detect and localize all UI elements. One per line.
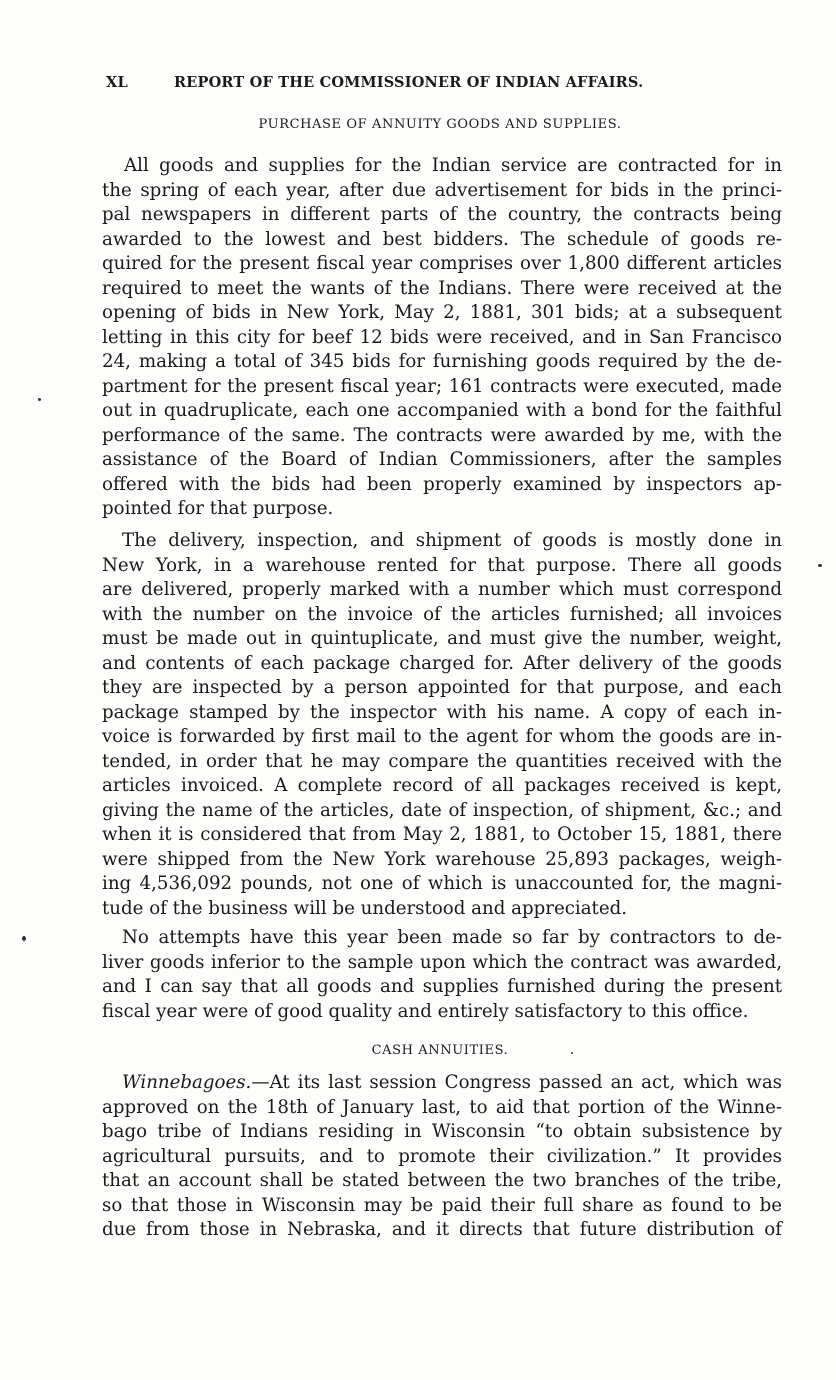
- text-line: must be made out in quintuplicate, and must give the number, weight,: [102, 628, 782, 649]
- text-line: when it is considered that from May 2, 1881, to October 15, 1881, there: [102, 824, 782, 845]
- text-line: New York, in a warehouse rented for that purpose. There all goods: [102, 554, 782, 576]
- paragraph-winnebagoes: [102, 1071, 782, 1243]
- text-line: the spring of each year, after due advertisement for bids in the princi-: [102, 179, 782, 201]
- winnebagoes-lead: Winnebagoes.: [122, 1072, 252, 1093]
- ink-speck: [571, 1052, 573, 1054]
- text-line: were shipped from the New York warehouse 25,893 packages, weigh-: [102, 848, 782, 870]
- text-line: and contents of each package charged for. After delivery of the goods: [102, 652, 782, 674]
- text-line: voice is forwarded by first mail to the agent for whom the goods are in-: [102, 726, 782, 747]
- text-line: No attempts have this year been made so far by contractors to de-: [122, 927, 782, 948]
- running-head: [106, 74, 726, 98]
- text-line: tude of the business will be understood and appreciated.: [102, 897, 628, 919]
- text-line: partment for the present fiscal year; 161 contracts were executed, made: [102, 375, 782, 397]
- text-line: agricultural pursuits, and to promote their civilization.” It provides: [102, 1145, 782, 1167]
- ink-speck: [818, 564, 822, 567]
- section-heading-purchase: PURCHASE OF ANNUITY GOODS AND SUPPLIES.: [258, 117, 622, 132]
- text-line: package stamped by the inspector with his name. A copy of each in-: [102, 701, 782, 723]
- paragraph-purchase-3: [102, 926, 782, 1024]
- text-line: out in quadruplicate, each one accompanied with a bond for the faithful: [102, 400, 782, 421]
- text-line: are delivered, properly marked with a number which must correspond: [102, 579, 782, 600]
- ink-speck: [22, 936, 26, 941]
- text-line: bago tribe of Indians residing in Wisconsin “to obtain subsistence by: [102, 1121, 782, 1142]
- text-line: All goods and supplies for the Indian service are contracted for in: [124, 155, 782, 176]
- text-line: due from those in Nebraska, and it directs that future distribution of: [102, 1219, 782, 1240]
- text-line: 24, making a total of 345 bids for furnishing goods required by the de-: [102, 351, 782, 372]
- text-line: assistance of the Board of Indian Commissioners, after the samples: [102, 449, 782, 470]
- page-folio: XL: [106, 74, 128, 91]
- text-line: pal newspapers in different parts of the country, the contracts being: [102, 204, 782, 225]
- running-head-title: REPORT OF THE COMMISSIONER OF INDIAN AFFAIRS.: [174, 74, 644, 91]
- text-line: [102, 1071, 782, 1096]
- text-line: pointed for that purpose.: [102, 498, 334, 519]
- text-line: and I can say that all goods and supplies furnished during the present: [102, 976, 782, 997]
- text-line: ing 4,536,092 pounds, not one of which is unaccounted for, the magni-: [102, 873, 782, 894]
- paragraph-purchase-2: [102, 529, 782, 921]
- text-line: with the number on the invoice of the articles furnished; all invoices: [102, 603, 782, 625]
- text-line: tended, in order that he may compare the quantities received with the: [102, 750, 782, 772]
- text-line: quired for the present fiscal year comprises over 1,800 different articles: [102, 253, 782, 274]
- text-line: approved on the 18th of January last, to aid that portion of the Winne-: [102, 1096, 782, 1118]
- text-line: articles invoiced. A complete record of all packages received is kept,: [102, 775, 782, 796]
- text-line: they are inspected by a person appointed for that purpose, and each: [102, 677, 782, 698]
- text-line: required to meet the wants of the Indians. There were received at the: [102, 277, 782, 299]
- text-line: awarded to the lowest and best bidders. The schedule of goods re-: [102, 228, 782, 250]
- text-line: letting in this city for beef 12 bids were received, and in San Francisco: [102, 326, 782, 348]
- text-line: fiscal year were of good quality and entirely satisfactory to this office.: [102, 1000, 749, 1022]
- paragraph-purchase-1: [102, 154, 782, 522]
- text-line-rest: —At its last session Congress passed an act, which was: [251, 1072, 782, 1093]
- text-line: performance of the same. The contracts were awarded by me, with the: [102, 424, 782, 446]
- ink-speck: [38, 398, 41, 401]
- text-line: The delivery, inspection, and shipment of goods is mostly done in: [122, 530, 782, 551]
- text-line: that an account shall be stated between the two branches of the tribe,: [102, 1170, 782, 1191]
- text-line: so that those in Wisconsin may be paid their full share as found to be: [102, 1194, 782, 1216]
- text-line: giving the name of the articles, date of inspection, of shipment, &c.; and: [102, 799, 782, 821]
- text-line: offered with the bids had been properly examined by inspectors ap-: [102, 473, 782, 495]
- section-heading-cash-annuities: CASH ANNUITIES.: [371, 1043, 509, 1058]
- text-line: opening of bids in New York, May 2, 1881, 301 bids; at a subsequent: [102, 302, 782, 323]
- text-line: liver goods inferior to the sample upon which the contract was awarded,: [102, 951, 782, 973]
